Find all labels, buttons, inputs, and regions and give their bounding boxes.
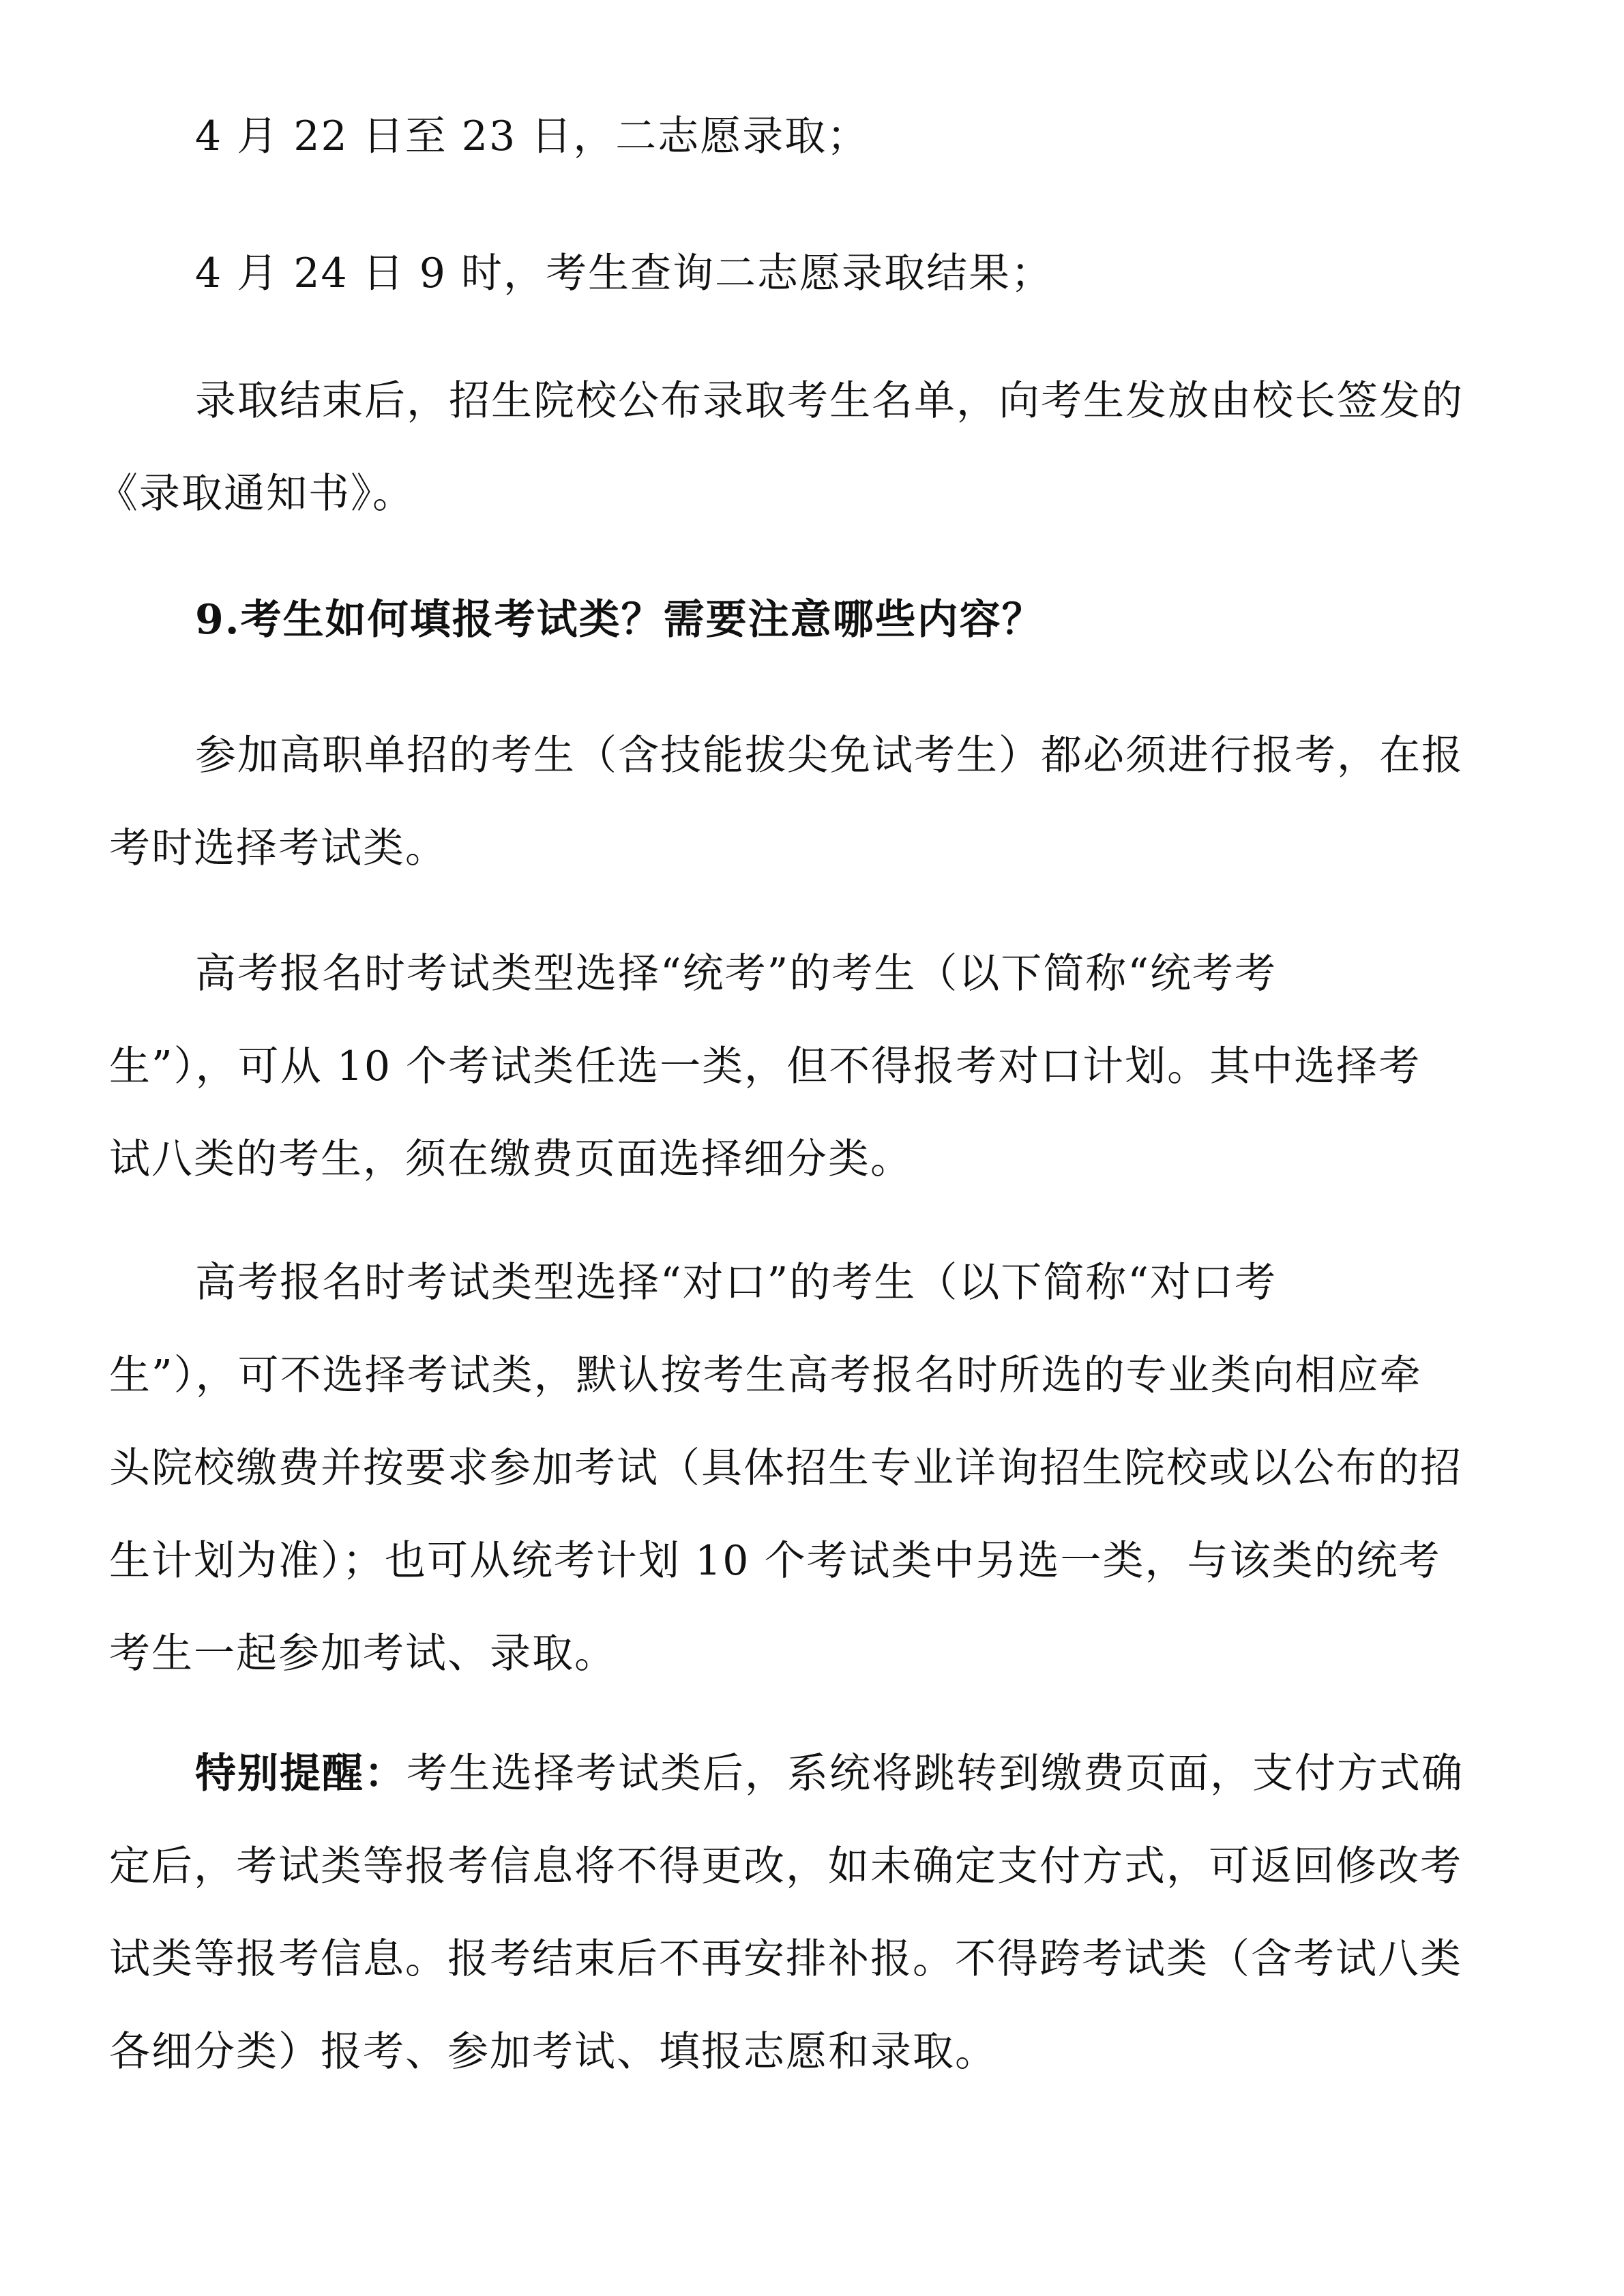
paragraph-line: 头院校缴费并按要求参加考试（具体招生专业详询招生院校或以公布的招 xyxy=(109,1444,1462,1492)
paragraph-line: 4 月 22 日至 23 日，二志愿录取； xyxy=(195,113,870,160)
paragraph-line: 考时选择考试类。 xyxy=(109,824,447,872)
paragraph-line: 参加高职单招的考生（含技能拔尖免试考生）都必须进行报考，在报 xyxy=(195,732,1464,779)
paragraph-line xyxy=(109,1727,1514,1820)
paragraph-admission-second-choice xyxy=(109,90,1514,183)
paragraph-line: 试八类的考生，须在缴费页面选择细分类。 xyxy=(109,1135,913,1183)
paragraph-result-query xyxy=(109,227,1514,320)
paragraph-line: 试类等报考信息。报考结束后不再安排补报。不得跨考试类（含考试八类 xyxy=(109,1935,1462,1983)
paragraph-line: 4 月 24 日 9 时，考生查询二志愿录取结果； xyxy=(195,250,1054,297)
paragraph-line: 生”），可从 10 个考试类任选一类，但不得报考对口计划。其中选择考 xyxy=(109,1043,1421,1090)
paragraph-line: 各细分类）报考、参加考试、填报志愿和录取。 xyxy=(109,2028,997,2076)
paragraph-line: 考生一起参加考试、录取。 xyxy=(109,1630,617,1678)
paragraph-line: 定后，考试类等报考信息将不得更改，如未确定支付方式，可返回修改考 xyxy=(109,1843,1462,1890)
heading-text: 9.考生如何填报考试类？需要注意哪些内容？ xyxy=(195,596,1044,644)
paragraph-line: 录取结束后，招生院校公布录取考生名单，向考生发放由校长签发的 xyxy=(195,377,1464,425)
paragraph-admission-notice xyxy=(97,355,1514,540)
section-heading xyxy=(109,573,1514,666)
reminder-text: 考生选择考试类后，系统将跳转到缴费页面，支付方式确 xyxy=(407,1750,1464,1798)
paragraph-line: 高考报名时考试类型选择“统考”的考生（以下简称“统考考 xyxy=(195,950,1278,998)
paragraph-line: 生”），可不选择考试类，默认按考生高考报名时所选的专业类向相应牵 xyxy=(109,1352,1422,1399)
paragraph-special-reminder xyxy=(109,1727,1514,2098)
paragraph-vocational-students xyxy=(109,1236,1514,1700)
reminder-label: 特别提醒： xyxy=(195,1750,407,1798)
paragraph-line: 生计划为准）；也可从统考计划 10 个考试类中另选一类，与该类的统考 xyxy=(109,1537,1441,1585)
paragraph-exam-category-required xyxy=(109,709,1514,895)
paragraph-unified-exam-students xyxy=(109,927,1514,1206)
paragraph-line: 高考报名时考试类型选择“对口”的考生（以下简称“对口考 xyxy=(195,1259,1278,1307)
paragraph-line: 《录取通知书》。 xyxy=(97,470,415,518)
